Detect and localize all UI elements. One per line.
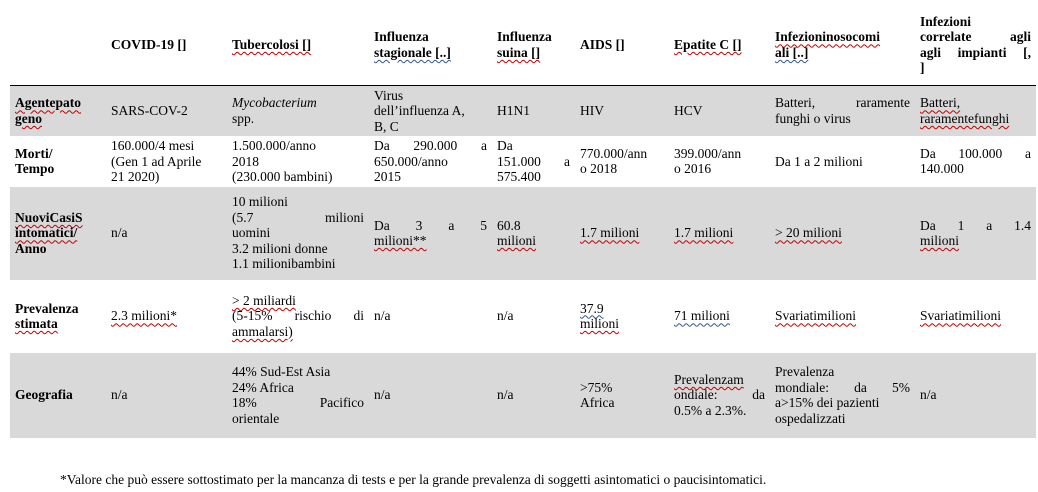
cell-deaths-swine: Da 151.000 a 575.400	[497, 138, 570, 184]
cell-deaths-aids: 770.000/ann o 2018	[580, 145, 648, 177]
header-tubercolosi: Tubercolosi []	[227, 5, 369, 85]
header-epatite-c: Epatite C []	[669, 5, 770, 85]
cell-agent-tb: Mycobacterium spp.	[227, 85, 369, 136]
cell-prev-tb: > 2 miliardi (5-15% rischio di ammalarsi)	[232, 292, 364, 339]
cell-agent-covid: SARS-COV-2	[106, 85, 227, 136]
cell-agent-hepc: HCV	[669, 85, 770, 136]
cell-deaths-covid: 160.000/4 mesi (Gen 1 ad Aprile 21 2020)	[111, 138, 202, 184]
row-agente-patogeno	[10, 85, 1036, 136]
header-aids: AIDS []	[575, 5, 669, 85]
cell-geo-covid: n/a	[106, 353, 227, 438]
cell-deaths-impl: Da 100.000 a 140.000	[920, 145, 1031, 177]
cell-agent-noso: Batteri, raramente funghi o virus	[770, 85, 915, 136]
cell-geo-noso: Prevalenza mondiale: da 5% a>15% dei pazienti ospedalizzati	[770, 353, 915, 438]
cell-prev-swine: n/a	[497, 308, 514, 324]
cell-agent-impl: Batteri, raramentefunghi	[915, 85, 1036, 136]
header-influenza-suina: Influenza suina []	[492, 5, 575, 85]
cell-geo-tb: 44% Sud-Est Asia 24% Africa 18% Pacifico orientale	[227, 353, 369, 438]
cell-prev-covid: 2.3 milioni*	[111, 308, 178, 324]
cell-prev-hepc: 71 milioni	[674, 308, 730, 324]
cell-newcases-aids: 1.7 milioni	[575, 187, 669, 280]
cell-newcases-hepc: 1.7 milioni	[669, 187, 770, 280]
cell-newcases-covid: n/a	[106, 187, 227, 280]
cell-agent-aids: HIV	[575, 85, 669, 136]
row-label-prevalenza: Prevalenza stimata	[15, 300, 79, 331]
row-label-geografia: Geografia	[10, 353, 106, 438]
cell-geo-swine: n/a	[492, 353, 575, 438]
cell-prev-flu: n/a	[374, 308, 391, 324]
cell-newcases-tb: 10 milioni (5.7 milioni uomini 3.2 milioni donne 1.1 milionibambini	[227, 187, 369, 280]
cell-newcases-flu: Da 3 a 5 milioni**	[369, 187, 492, 280]
row-label-agente-patogeno: Agentepato geno	[10, 85, 106, 136]
cell-agent-flu: Virus dell’influenza A, B, C	[369, 85, 492, 136]
cell-geo-flu: n/a	[369, 353, 492, 438]
infections-comparison-table	[10, 5, 1036, 438]
cell-prev-aids: 37.9 milioni	[580, 300, 620, 331]
cell-deaths-hepc: 399.000/ann o 2016	[674, 145, 742, 177]
header-infezioni-impianti: Infezioni correlate agli agli impianti [, ]	[915, 5, 1036, 85]
cell-agent-swine: H1N1	[492, 85, 575, 136]
table-footnote: *Valore che può essere sottostimato per la mancanza di tests e per la grande prevalenza di soggetti asintomatici o paucisintomatici.	[60, 472, 767, 487]
cell-newcases-impl: Da 1 a 1.4 milioni	[915, 187, 1036, 280]
cell-deaths-flu: Da 290.000 a 650.000/anno 2015	[374, 138, 487, 184]
row-geografia	[10, 353, 1036, 438]
header-influenza-stagionale: Influenza stagionale [..]	[369, 5, 492, 85]
cell-newcases-swine: 60.8 milioni	[492, 187, 575, 280]
row-nuovi-casi	[10, 187, 1036, 280]
cell-prev-impl: Svariatimilioni	[920, 308, 1001, 324]
header-infezioni-nosocomiali: Infezioninosocomi ali [..]	[770, 5, 915, 85]
cell-geo-hepc: Prevalenzam ondiale: da 0.5% a 2.3%.	[669, 353, 770, 438]
cell-deaths-tb: 1.500.000/anno 2018 (230.000 bambini)	[232, 138, 333, 184]
row-label-nuovi-casi: NuoviCasiS intomatici/ Anno	[10, 187, 106, 280]
header-covid: COVID-19 []	[106, 5, 227, 85]
header-corner-cell	[10, 5, 106, 85]
cell-deaths-noso: Da 1 a 2 milioni	[775, 153, 863, 169]
row-label-morti-tempo: Morti/ Tempo	[15, 145, 55, 177]
cell-geo-impl: n/a	[915, 353, 1036, 438]
header-row	[10, 5, 1036, 85]
row-prevalenza-stimata	[10, 280, 1036, 353]
cell-newcases-noso: > 20 milioni	[770, 187, 915, 280]
cell-prev-noso: Svariatimilioni	[775, 308, 856, 324]
row-morti-tempo	[10, 136, 1036, 187]
cell-geo-aids: >75% Africa	[575, 353, 669, 438]
